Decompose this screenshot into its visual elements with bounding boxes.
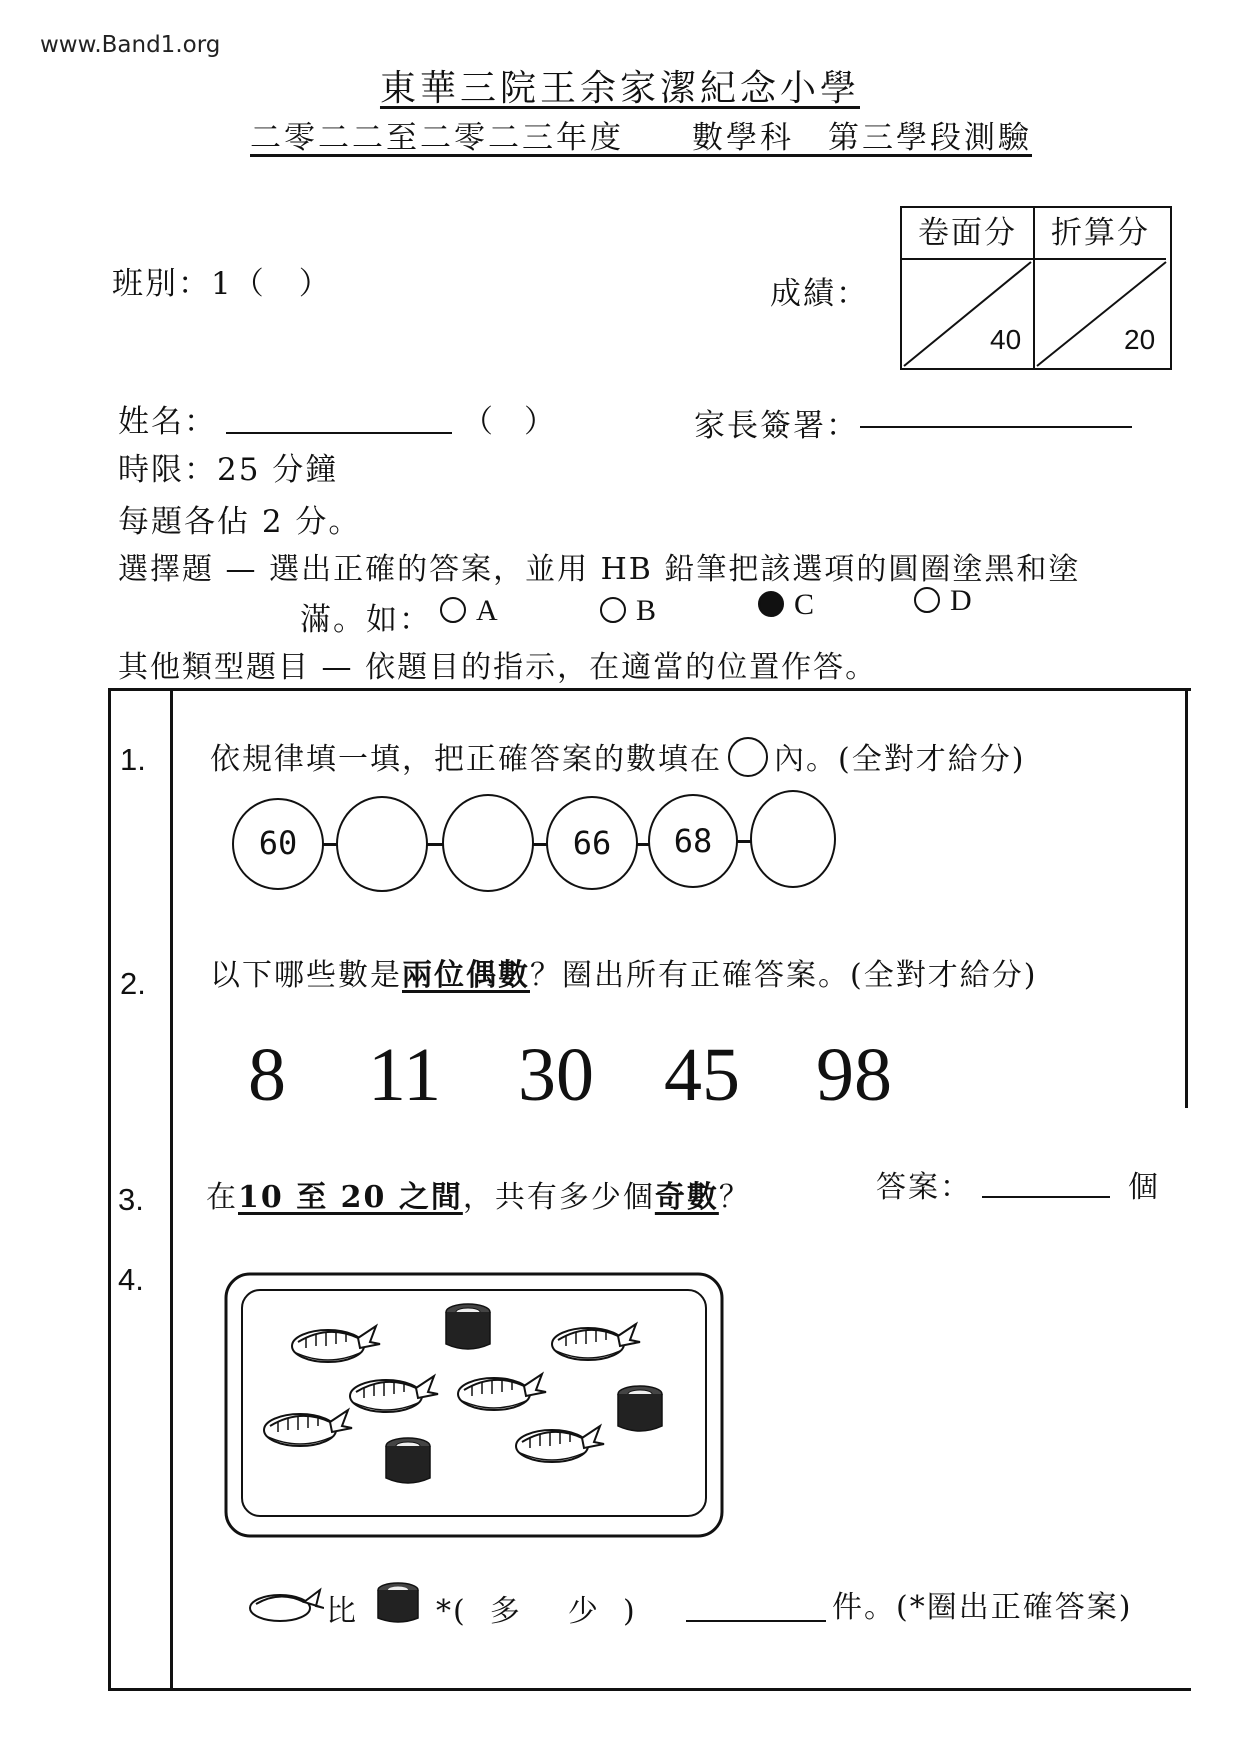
q2-text: 以下哪些數是兩位偶數？圈出所有正確答案。(全對才給分) <box>210 958 1038 993</box>
name-field[interactable] <box>226 432 452 434</box>
mc-example-c: C <box>758 588 814 622</box>
question-number-column <box>170 688 173 1688</box>
q3-answer-label: 答案： <box>876 1170 972 1205</box>
mc-example-d: D <box>914 584 972 618</box>
score-converted-max: 20 <box>1124 324 1156 355</box>
maki-roll-icon <box>446 1304 490 1349</box>
q3-unit: 個 <box>1128 1170 1160 1205</box>
q4-answer-field[interactable] <box>686 1620 826 1622</box>
circle-icon <box>728 737 768 777</box>
q2-option-5[interactable]: 98 <box>816 1033 892 1117</box>
maki-roll-icon <box>618 1386 662 1431</box>
q4-number: 4. <box>118 1262 144 1297</box>
q2-option-4[interactable]: 45 <box>664 1033 740 1117</box>
parent-signature-field[interactable] <box>860 426 1132 428</box>
score-table <box>900 206 1172 370</box>
score-raw-header: 卷面分 <box>902 208 1035 260</box>
q4-tail-text: 件。(*圈出正確答案) <box>832 1590 1133 1625</box>
q4-more-less-choice[interactable]: *( 多 少 ) <box>436 1594 637 1629</box>
exam-title: 二零二二至二零二三年度 數學科 第三學段測驗 <box>250 120 1032 156</box>
mc-instruction-example: 滿。如： <box>300 602 432 638</box>
q3-text: 在10 至 20 之間，共有多少個奇數？ <box>206 1180 751 1215</box>
sushi-tray-image <box>224 1272 724 1538</box>
q1-text: 依規律填一填，把正確答案的數填在 內。(全對才給分) <box>210 734 1025 778</box>
q2-option-2[interactable]: 11 <box>368 1033 442 1117</box>
q2-option-3[interactable]: 30 <box>518 1033 594 1117</box>
score-raw-max: 40 <box>990 324 1022 355</box>
q3-number: 3. <box>118 1182 144 1217</box>
watermark: www.Band1.org <box>40 32 221 58</box>
maki-roll-icon <box>386 1438 430 1483</box>
empty-bubble-icon <box>600 597 626 623</box>
mc-instruction: 選擇題 — 選出正確的答案，並用 HB 鉛筆把該選項的圓圈塗黑和塗 <box>118 552 1081 587</box>
q2-number: 2. <box>120 966 146 1001</box>
sequence-circle-1: 60 <box>232 798 324 890</box>
q1-number: 1. <box>120 742 146 777</box>
q4-compare-word: 比 <box>326 1594 358 1629</box>
empty-bubble-icon <box>440 597 466 623</box>
name-number-paren: （ ） <box>462 404 555 440</box>
score-converted-header: 折算分 <box>1035 208 1166 260</box>
q3-answer-field[interactable] <box>982 1196 1110 1198</box>
class-label: 班別：1（ ） <box>112 266 332 302</box>
other-instruction: 其他類型題目 — 依題目的指示，在適當的位置作答。 <box>118 650 878 685</box>
school-name: 東華三院王余家潔紀念小學 <box>379 68 860 109</box>
time-limit: 時限：25 分鐘 <box>118 452 339 488</box>
name-label: 姓名： <box>118 404 217 440</box>
mc-example-b: B <box>600 594 656 628</box>
score-label: 成績： <box>770 276 869 312</box>
parent-signature-label: 家長簽署： <box>694 408 859 444</box>
sequence-blank-1[interactable] <box>336 796 428 892</box>
q2-option-1[interactable]: 8 <box>248 1033 286 1117</box>
mc-example-a: A <box>440 594 498 628</box>
sequence-blank-3[interactable] <box>750 790 836 888</box>
sequence-blank-2[interactable] <box>442 794 534 892</box>
maki-roll-icon <box>372 1578 424 1634</box>
marks-note: 每題各佔 2 分。 <box>118 504 362 540</box>
empty-bubble-icon <box>914 587 940 613</box>
sequence-circle-5: 68 <box>648 794 738 888</box>
filled-bubble-icon <box>758 591 784 617</box>
sequence-circle-4: 66 <box>546 796 638 890</box>
shrimp-sushi-icon <box>244 1576 324 1632</box>
